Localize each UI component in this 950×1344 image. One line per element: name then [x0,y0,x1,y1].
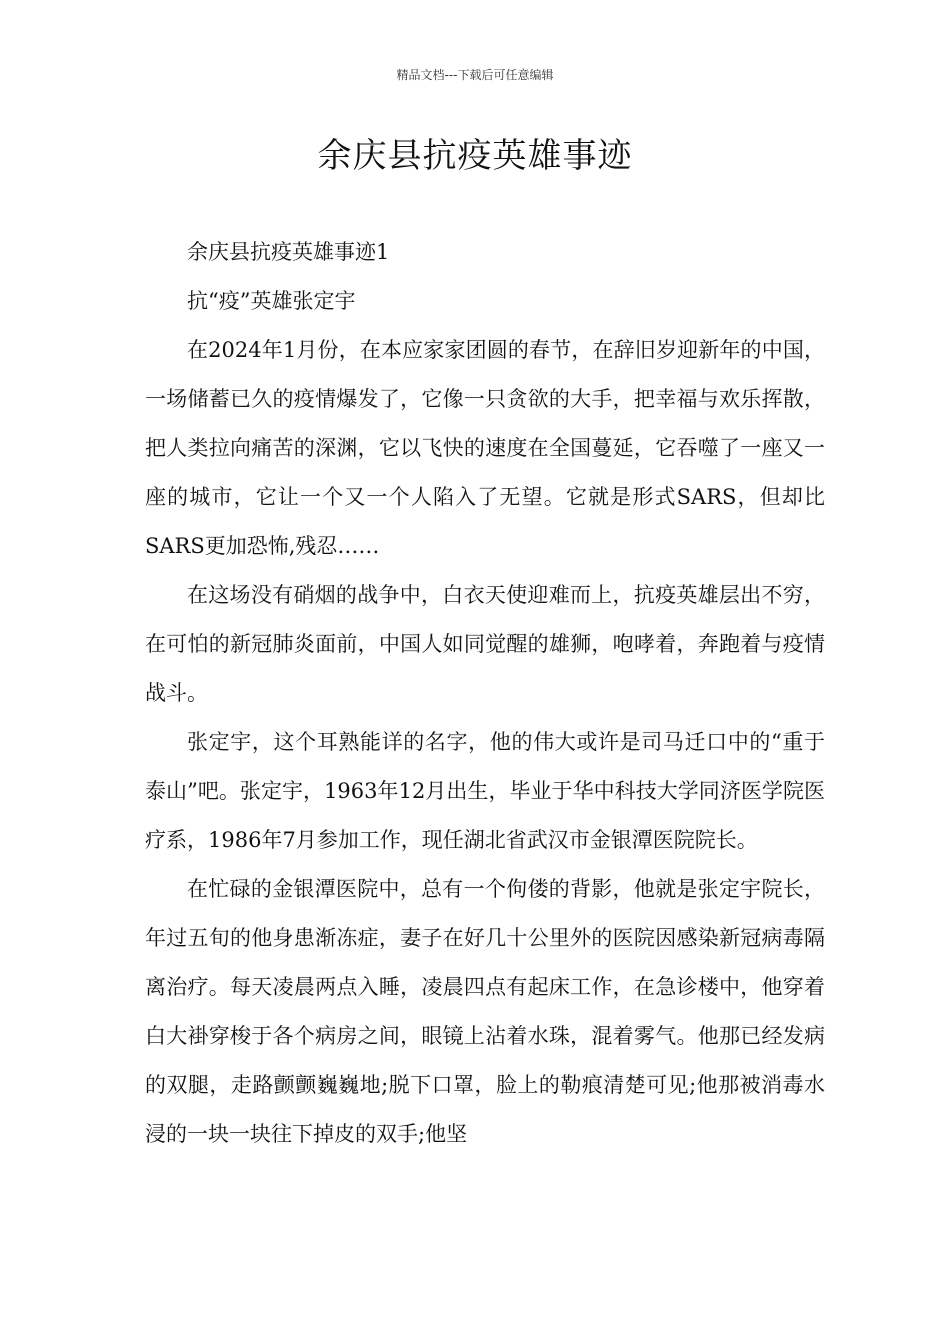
header-note: 精品文档---下载后可任意编辑 [396,68,554,82]
document-body [145,228,825,1159]
paragraph: 抗“疫”英雄张定宇 [187,289,356,313]
document-title: 余庆县抗疫英雄事迹 [317,136,633,176]
paragraph: 在这场没有硝烟的战争中，白衣天使迎难而上，抗疫英雄层出不穷，在可怕的新冠肺炎面前，中国人如同觉醒的雄狮，咆哮着，奔跑着与疫情战斗。 [145,583,825,705]
paragraph: 在2024年1月份，在本应家家团圆的春节，在辞旧岁迎新年的中国，一场储蓄已久的疫情爆发了，它像一只贪欲的大手，把幸福与欢乐挥散，把人类拉向痛苦的深渊，它以飞快的速度在全国蔓延，它吞噬了一座又一座的城市，它让一个又一个人陷入了无望。它就是形式SARS，但却比SARS更加恐怖,残忍…… [145,338,825,558]
paragraph: 张定宇，这个耳熟能详的名字，他的伟大或许是司马迁口中的“重于泰山”吧。张定宇，1963年12月出生，毕业于华中科技大学同济医学院医疗系，1986年7月参加工作，现任湖北省武汉市金银潭医院院长。 [145,730,825,852]
paragraph: 余庆县抗疫英雄事迹1 [187,240,390,264]
paragraph: 在忙碌的金银潭医院中，总有一个佝偻的背影，他就是张定宇院长，年过五旬的他身患渐冻症，妻子在好几十公里外的医院因感染新冠病毒隔离治疗。每天凌晨两点入睡，凌晨四点有起床工作，在急诊楼中，他穿着白大褂穿梭于各个病房之间，眼镜上沾着水珠，混着雾气。他那已经发病的双腿，走路颤颤巍巍地;脱下口罩，脸上的勒痕清楚可见;他那被消毒水浸的一块一块往下掉皮的双手;他坚 [145,877,825,1146]
